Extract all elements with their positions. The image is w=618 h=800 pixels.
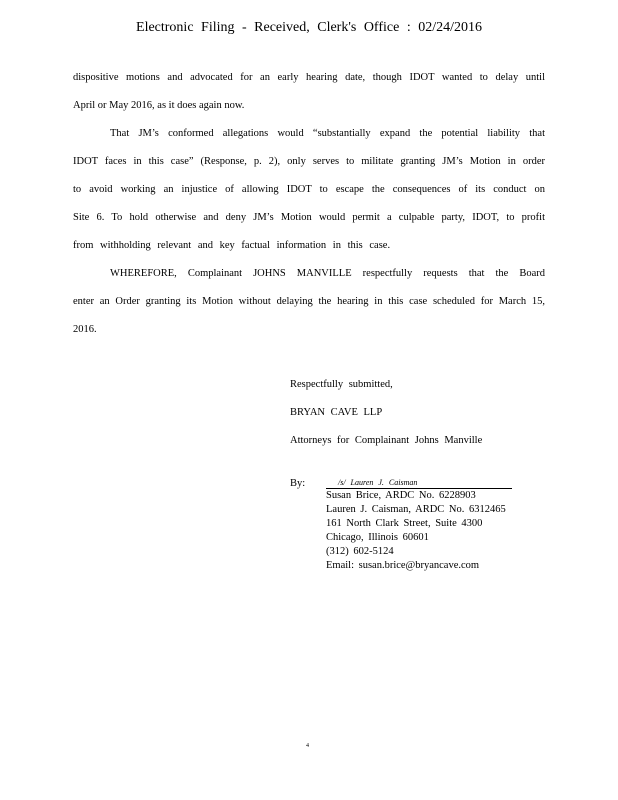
body-line: April or May 2016, as it does again now. bbox=[73, 100, 245, 111]
body-line: enter an Order granting its Motion without delaying the hearing in this case scheduled for March 15, bbox=[73, 296, 545, 307]
body-line: Site 6. To hold otherwise and deny JM’s Motion would permit a culpable party, IDOT, to profit bbox=[73, 212, 545, 223]
contact-line: Lauren J. Caisman, ARDC No. 6312465 bbox=[326, 504, 506, 515]
contact-email: Email: susan.brice@bryancave.com bbox=[326, 560, 480, 571]
signature-line: /s/ Lauren J. Caisman bbox=[326, 478, 512, 489]
contact-line: 161 North Clark Street, Suite 4300 bbox=[326, 518, 483, 529]
page-number: 4 bbox=[306, 743, 309, 749]
attorney-role: Attorneys for Complainant Johns Manville bbox=[290, 435, 483, 446]
body-line: to avoid working an injustice of allowing IDOT to escape the consequences of its conduct on bbox=[73, 184, 545, 195]
by-label: By: bbox=[290, 478, 306, 489]
body-line: IDOT faces in this case” (Response, p. 2), only serves to militate granting JM’s Motion in order bbox=[73, 156, 545, 167]
firm-name: BRYAN CAVE LLP bbox=[290, 407, 383, 418]
body-line: WHEREFORE, Complainant JOHNS MANVILLE respectfully requests that the Board bbox=[110, 268, 545, 279]
contact-line: (312) 602-5124 bbox=[326, 546, 394, 557]
contact-line: Susan Brice, ARDC No. 6228903 bbox=[326, 490, 476, 501]
filing-header: Electronic Filing - Received, Clerk's Office : 02/24/2016 bbox=[136, 20, 482, 35]
contact-line: Chicago, Illinois 60601 bbox=[326, 532, 429, 543]
body-line: dispositive motions and advocated for an early hearing date, though IDOT wanted to delay until bbox=[73, 72, 545, 83]
closing: Respectfully submitted, bbox=[290, 379, 393, 390]
body-line: That JM’s conformed allegations would “substantially expand the potential liability that bbox=[110, 128, 545, 139]
body-line: from withholding relevant and key factual information in this case. bbox=[73, 240, 391, 251]
body-line: 2016. bbox=[73, 324, 97, 335]
